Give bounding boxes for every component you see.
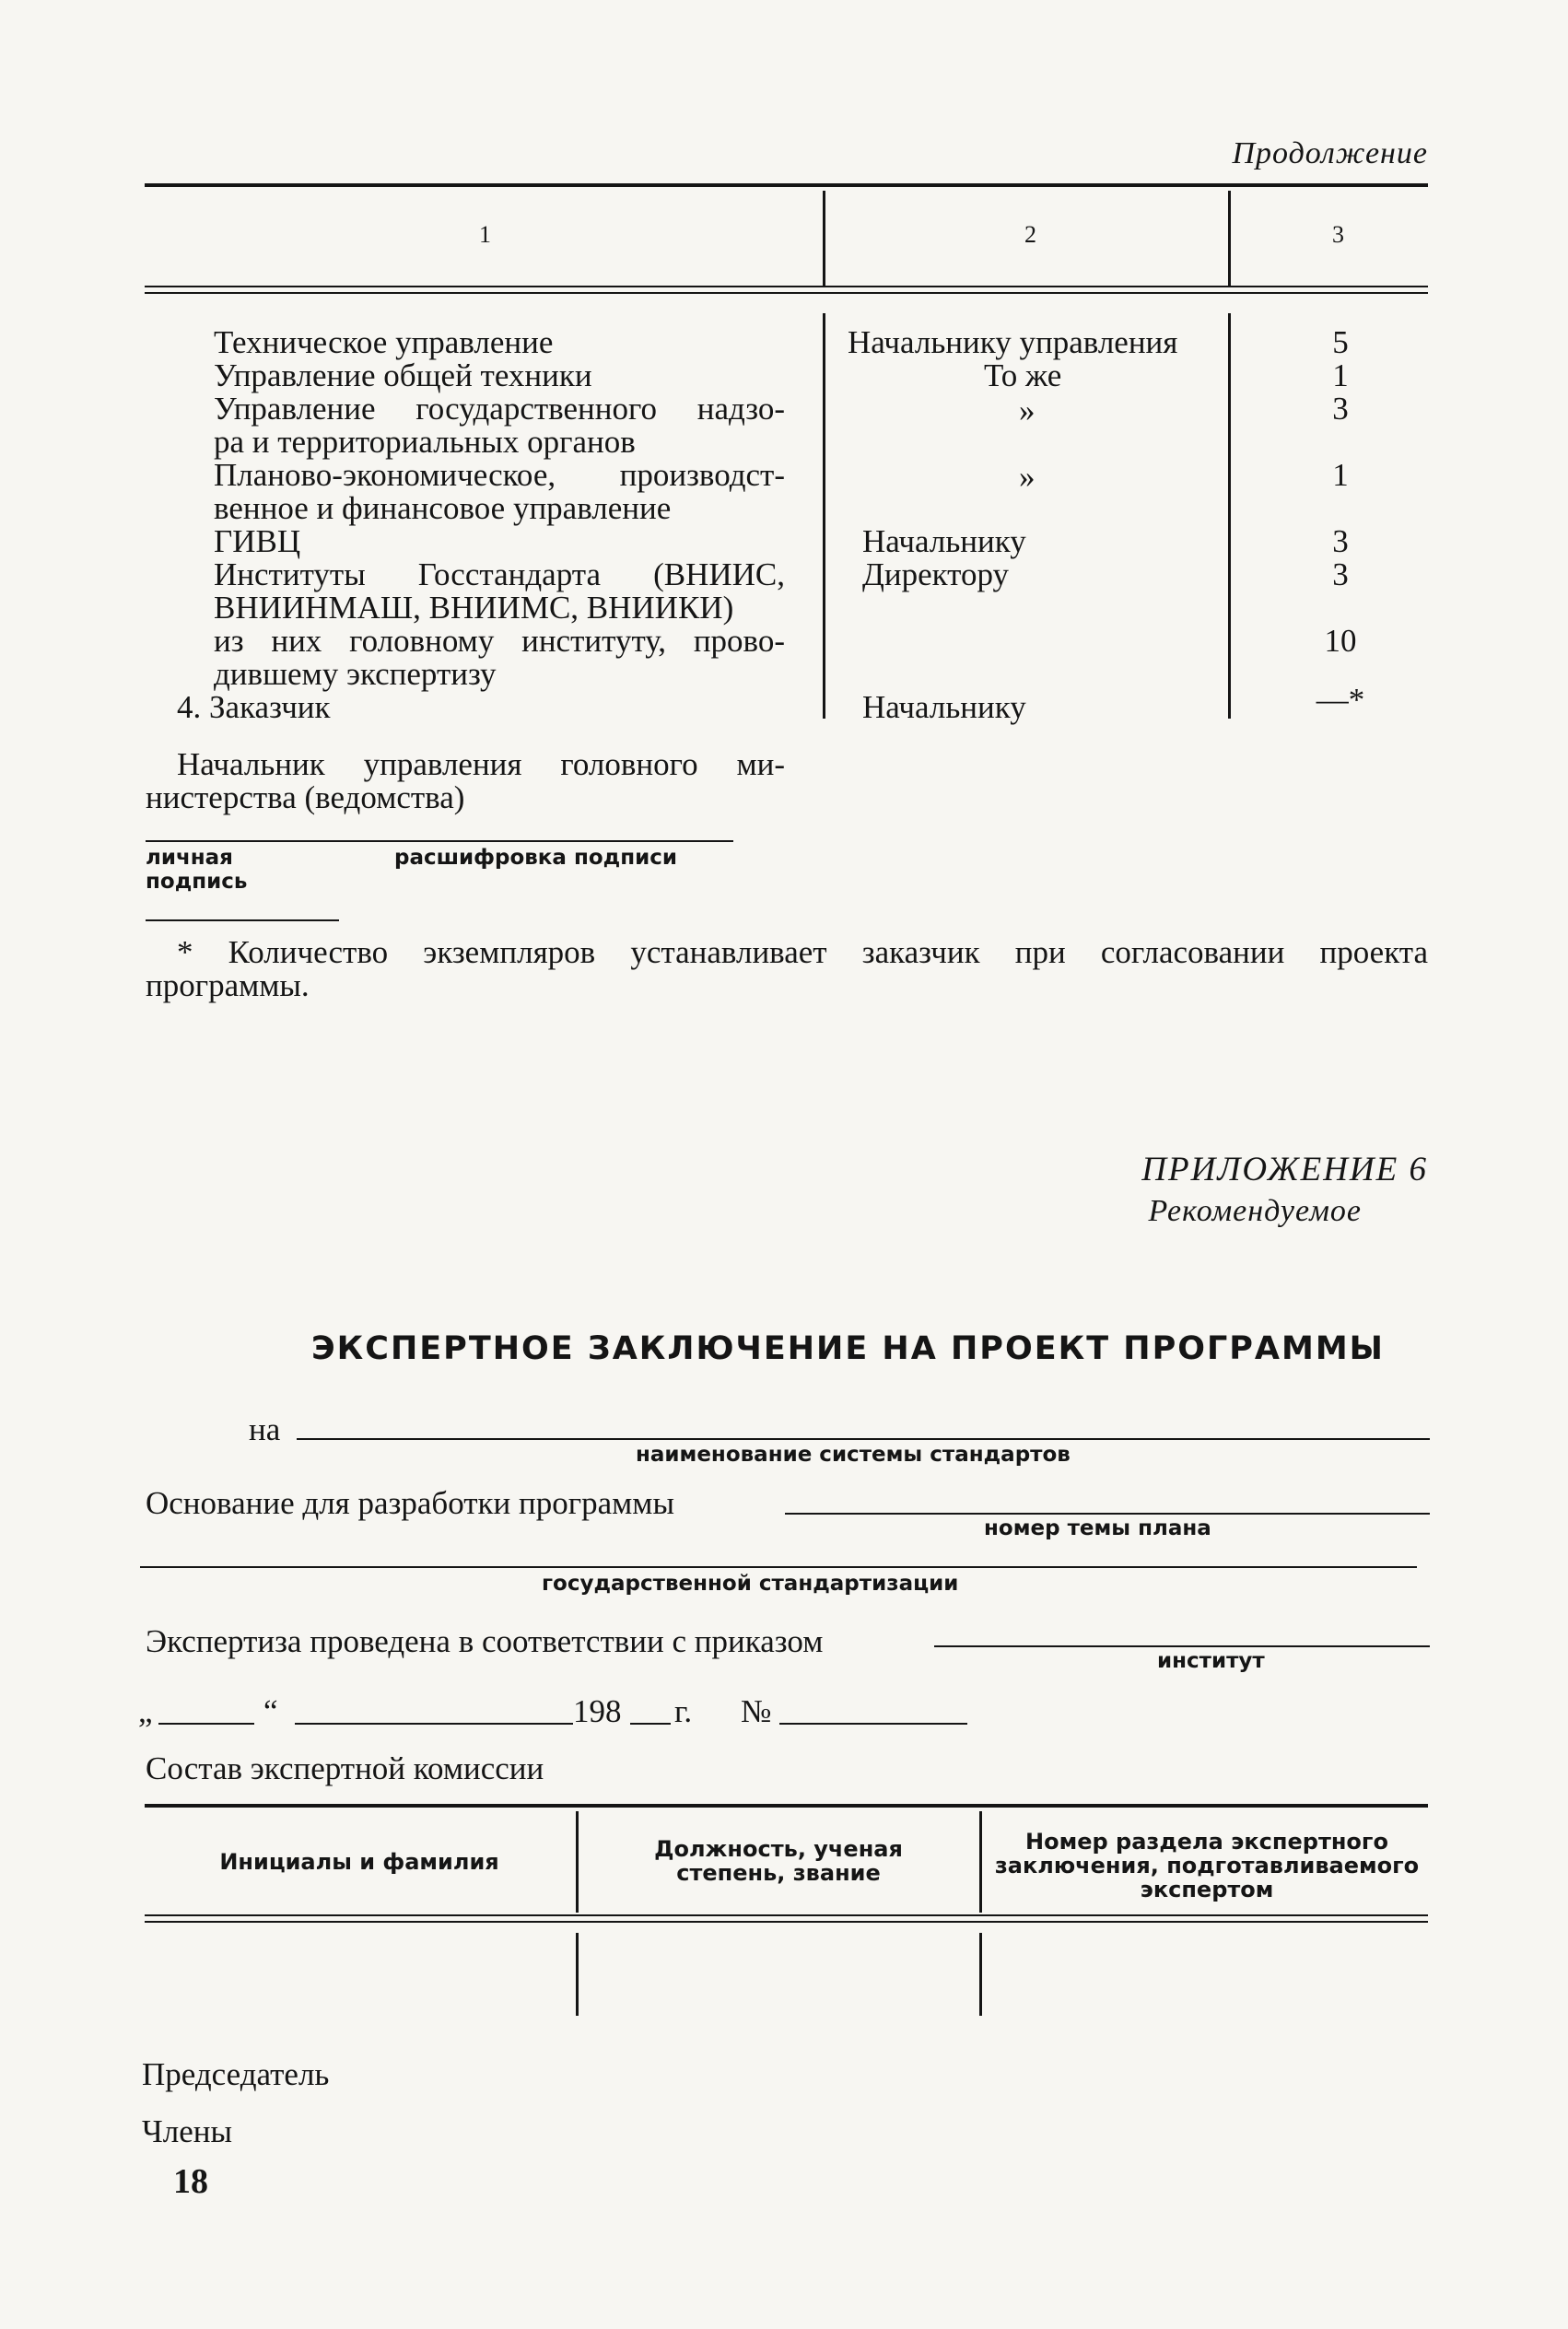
commission-table-divider-2-body (979, 1933, 982, 2016)
table1-colnum-2: 2 (1024, 221, 1036, 248)
date-month-line[interactable] (295, 1723, 573, 1725)
commission-table-divider-2 (979, 1811, 982, 1913)
table1-header-rule-1 (145, 286, 1428, 287)
col2-general: То же (984, 357, 1062, 393)
col1-tech: Техническое управление (214, 324, 554, 360)
col3-tech: 5 (1332, 324, 1349, 360)
col1-lead-2: дившему экспертизу (214, 656, 497, 692)
signature-caption-personal-2: подпись (146, 870, 248, 894)
state-standardization-line[interactable] (140, 1566, 1417, 1568)
col2-supervision: » (1019, 392, 1036, 428)
col1-supervision-2: ра и территориальных органов (214, 424, 636, 460)
chairman-label: Председатель (142, 2056, 330, 2092)
footnote-rule (146, 919, 339, 921)
col1-institutes-2: ВНИИНМАШ, ВНИИМС, ВНИИКИ) (214, 590, 734, 626)
table1-colnum-1: 1 (479, 221, 491, 248)
members-label: Члены (142, 2113, 232, 2149)
expertise-label: Экспертиза проведена в соответствии с приказом (146, 1623, 824, 1659)
form-heading: ЭКСПЕРТНОЕ ЗАКЛЮЧЕНИЕ НА ПРОЕКТ ПРОГРАММЫ (311, 1330, 1385, 1367)
table1-col-divider-1 (823, 191, 825, 287)
commission-table-top-rule (145, 1804, 1428, 1808)
continuation-label: Продолжение (1232, 136, 1428, 170)
signature-title-line-2: нистерства (ведомства) (146, 779, 465, 815)
plan-topic-caption: номер темы плана (984, 1516, 1211, 1540)
col3-customer: —* (1316, 682, 1365, 718)
year-suffix: г. (674, 1693, 693, 1729)
commission-table-divider-1-body (576, 1933, 579, 2016)
col3-givc: 3 (1332, 523, 1349, 559)
col3-supervision: 3 (1332, 391, 1349, 427)
col3-lead: 10 (1324, 623, 1357, 659)
footnote-line-1: * Количество экземпляров устанавливает заказчик при согласовании проекта (177, 934, 1428, 970)
commission-header-position: Должность, ученая степень, звание (654, 1836, 903, 1886)
commission-header-section: Номер раздела экспертного заключения, подготавливаемого экспертом (994, 1829, 1420, 1902)
col1-planning-1: Планово-экономическое, производст- (214, 457, 785, 493)
col1-givc: ГИВЦ (214, 523, 301, 559)
col1-institutes-1: Институты Госстандарта (ВНИИС, (214, 556, 785, 592)
commission-header-name: Инициалы и фамилия (219, 1849, 499, 1875)
col1-supervision-1: Управление государственного надзо- (214, 391, 785, 427)
plan-topic-line[interactable] (785, 1513, 1430, 1515)
date-year-line[interactable] (630, 1723, 671, 1725)
table1-colnum-3: 3 (1332, 221, 1344, 248)
col1-general: Управление общей техники (214, 357, 592, 393)
col1-lead-1: из них головному институту, прово- (214, 623, 785, 659)
commission-table-divider-1 (576, 1811, 579, 1913)
system-name-line[interactable] (297, 1438, 1430, 1440)
year-prefix: 198 (573, 1693, 622, 1729)
signature-caption-personal-1: личная (146, 846, 233, 870)
signature-caption-decoding: расшифровка подписи (394, 846, 677, 870)
institute-line[interactable] (934, 1645, 1430, 1647)
table1-top-rule (145, 183, 1428, 187)
col3-general: 1 (1332, 357, 1349, 393)
col2-institutes: Директору (862, 556, 1010, 592)
commission-label: Состав экспертной комиссии (146, 1750, 544, 1786)
col1-customer: 4. Заказчик (177, 689, 331, 725)
institute-caption: институт (1157, 1649, 1265, 1673)
table1-col-divider-2-body (1228, 313, 1231, 719)
col3-planning: 1 (1332, 457, 1349, 493)
signature-title-line-1: Начальник управления головного ми- (177, 746, 785, 782)
table1-col-divider-1-body (823, 313, 825, 719)
system-name-caption: наименование системы стандартов (636, 1443, 1071, 1467)
order-number-line[interactable] (779, 1723, 967, 1725)
col2-planning: » (1019, 459, 1036, 495)
commission-table-header-rule-1 (145, 1914, 1428, 1916)
date-open-quote: „ (138, 1693, 153, 1729)
table1-col-divider-2 (1228, 191, 1231, 287)
col1-planning-2: венное и финансовое управление (214, 490, 672, 526)
col2-givc: Начальнику (862, 523, 1026, 559)
table1-header-rule-2 (145, 292, 1428, 294)
form-on-prefix: на (249, 1411, 281, 1447)
footnote-line-2: программы. (146, 967, 310, 1003)
state-standardization-caption: государственной стандартизации (542, 1572, 959, 1596)
commission-table-header-rule-2 (145, 1921, 1428, 1923)
number-sign: № (741, 1693, 772, 1729)
appendix-subtitle: Рекомендуемое (1148, 1194, 1362, 1228)
basis-label: Основание для разработки программы (146, 1485, 674, 1521)
col2-tech: Начальнику управления (848, 324, 1178, 360)
date-close-quote: “ (263, 1693, 278, 1729)
appendix-title: ПРИЛОЖЕНИЕ 6 (1141, 1151, 1428, 1188)
date-day-line[interactable] (158, 1723, 254, 1725)
col2-customer: Начальнику (862, 689, 1026, 725)
page-number: 18 (173, 2162, 208, 2201)
col3-institutes: 3 (1332, 556, 1349, 592)
signature-line (146, 840, 733, 842)
